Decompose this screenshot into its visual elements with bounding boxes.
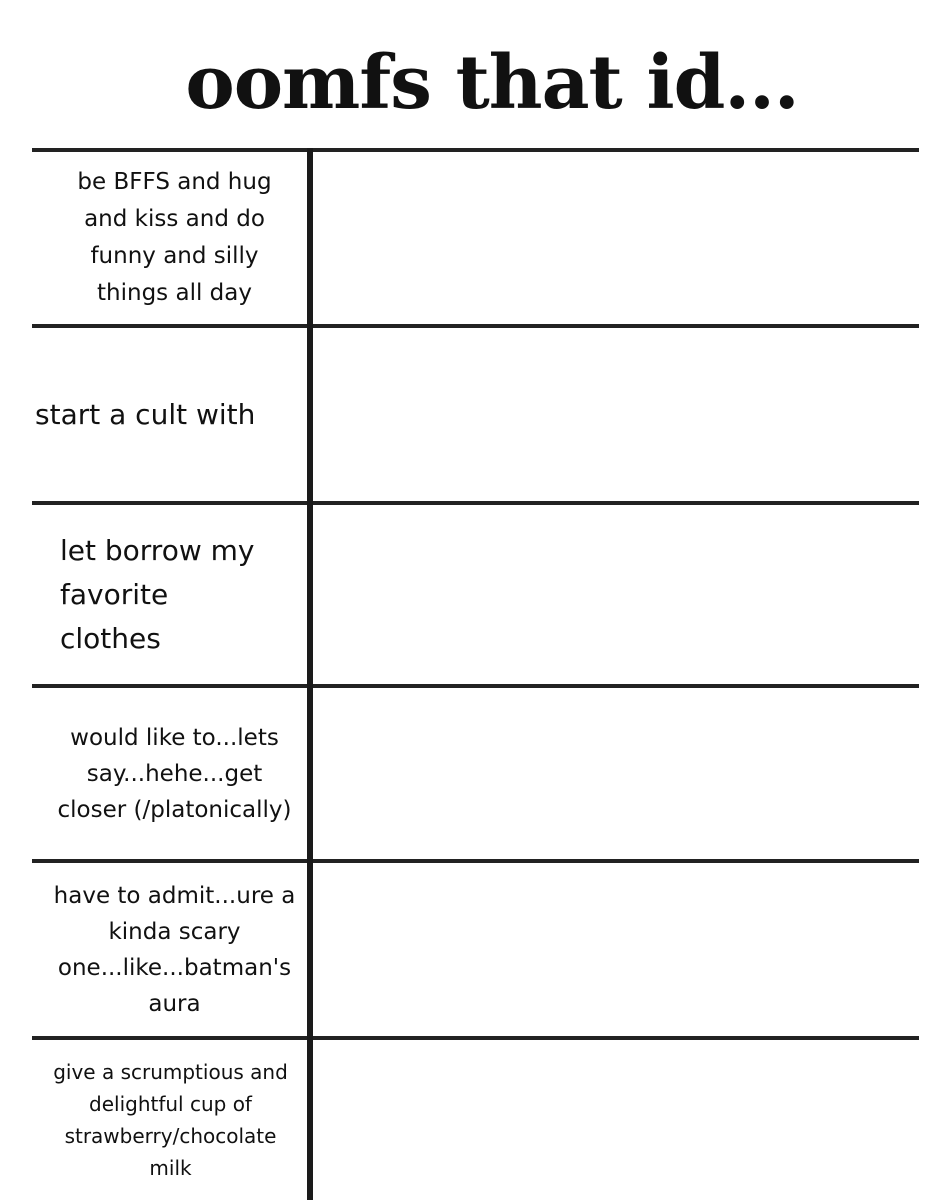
row-label-cell: [32, 152, 307, 324]
row-label: would like to...lets say...hehe...get closer (/platonically): [57, 724, 292, 823]
row-label-cell: [32, 1040, 307, 1200]
column-divider: [307, 148, 313, 1200]
row-label: be BFFS and hug and kiss and do funny and silly things all day: [77, 169, 272, 306]
row-label-cell: [32, 688, 307, 859]
row-label: let borrow my favorite clothes: [60, 533, 255, 655]
page-title: oomfs that id...: [185, 40, 799, 126]
row-label-cell: [32, 328, 307, 501]
row-label: start a cult with: [35, 397, 256, 431]
row-label: have to admit...ure a kinda scary one...like...batman's aura: [53, 882, 296, 1017]
row-label-cell: [32, 505, 307, 684]
row-label: give a scrumptious and delightful cup of strawberry/chocolate milk: [53, 1060, 288, 1180]
row-label-cell: [32, 863, 307, 1036]
